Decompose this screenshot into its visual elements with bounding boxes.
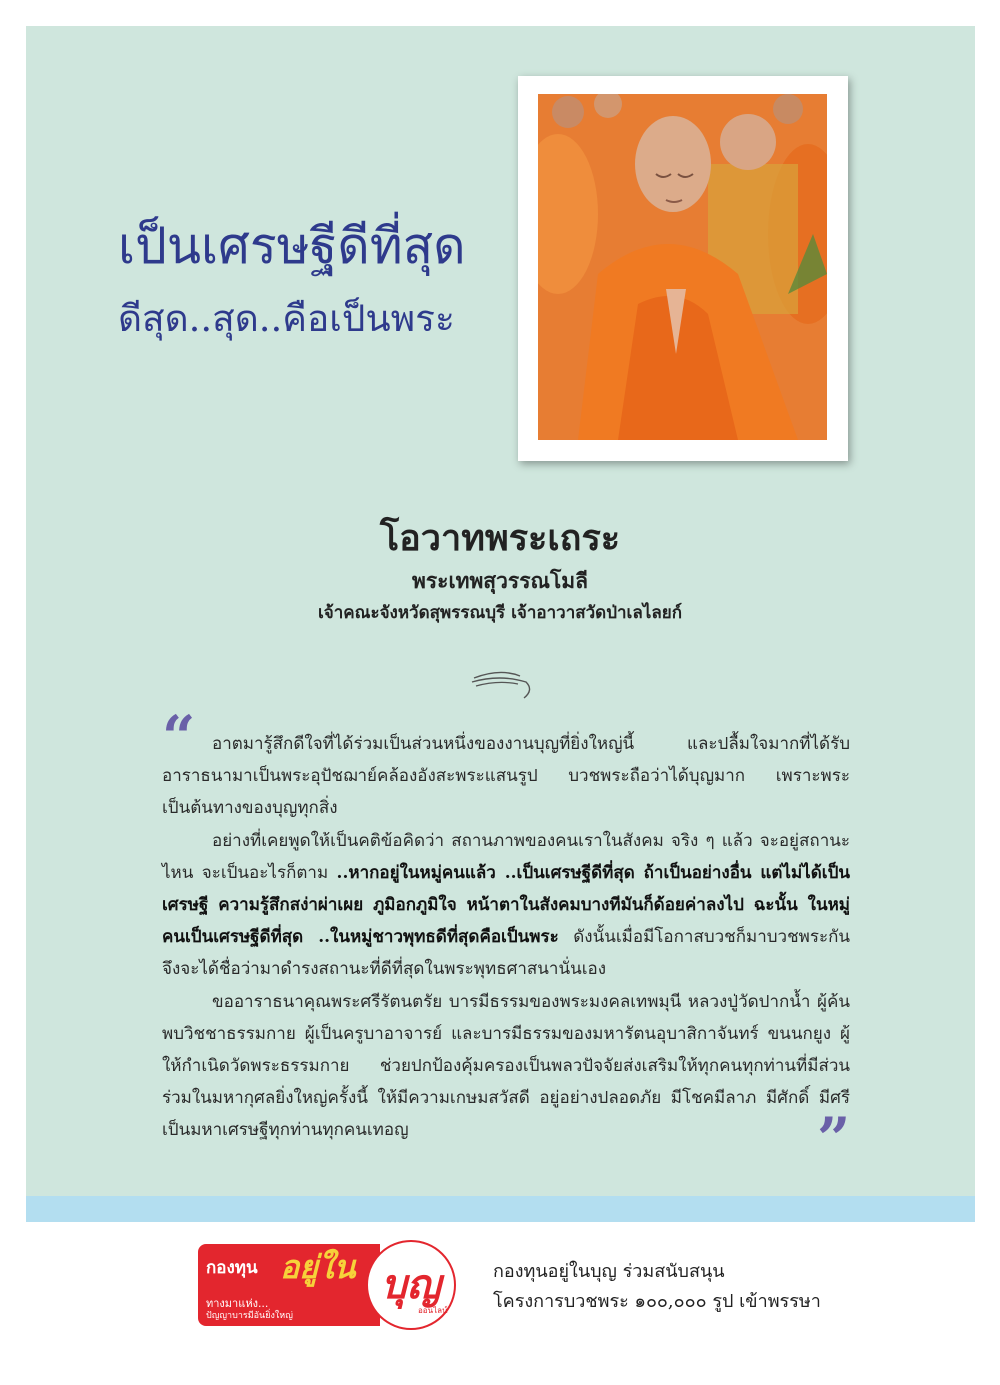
paragraph-2-intro: อย่างที่เคยพูดให้เป็นคติข้อคิดว่า สถานภาพของคนเราในสังคม จริง ๆ แล้ว จะอยู่สถานะไหน จะเป็นอะไรก็ตาม — [162, 830, 850, 883]
logo-fund-text: กองทุน — [206, 1258, 258, 1278]
sermon-heading: โอวาทพระเถระ — [379, 517, 621, 559]
monk-photo — [538, 94, 827, 440]
ornament-divider — [470, 662, 534, 702]
logo-big-text: อยู่ใน — [280, 1248, 356, 1286]
bottom-stripe — [26, 1196, 975, 1222]
logo-tagline-1: ทางมาแห่ง... — [206, 1297, 269, 1310]
sermon-body — [162, 728, 850, 1147]
footer-caption — [493, 1257, 821, 1317]
paragraph-3: ขออาราธนาคุณพระศรีรัตนตรัย บารมีธรรมของพระมงคลเทพมุนี หลวงปู่วัดปากน้ำ ผู้ค้นพบวิชชาธรรมกาย ผู้เป็นครูบาอาจารย์ และบารมีธรรมของมหารัตนอุบาสิกาจันทร์ ขนนกยูง ผู้ให้กำเนิดวัดพระธรรมกาย ช่วยปกป้องคุ้มครองเป็นพลวปัจจัยส่งเสริมให้ทุกคนทุกท่านที่มีส่วนร่วมในมหากุศลยิ่งใหญ่ครั้งนี้ ให้มีความเกษมสวัสดี อยู่อย่างปลอดภัย มีโชคมีลาภ มีศักดิ์ มีศรี เป็นมหาเศรษฐีทุกท่านทุกคนเทอญ — [162, 991, 850, 1141]
paragraph-2 — [162, 825, 850, 986]
speaker-position: เจ้าคณะจังหวัดสุพรรณบุรี เจ้าอาวาสวัดป่าเลไลยก์ — [317, 603, 682, 623]
paragraph-2-emphasis: ..หากอยู่ในหมู่คนแล้ว ..เป็นเศรษฐีดีที่สุด ถ้าเป็นอย่างอื่น แต่ไม่ได้เป็นเศรษฐี ความรู้สึกสง่าผ่าเผย ภูมิอกภูมิใจ หน้าตาในสังคมบางทีมันก็ด้อยค่าลงไป ฉะนั้น ในหมู่คนเป็นเศรษฐีดีที่สุด ..ในหมู่ชาวพุทธดีที่สุดคือเป็นพระ — [162, 862, 850, 948]
footer-line-2: โครงการบวชพระ ๑๐๐,๐๐๐ รูป เข้าพรรษา — [493, 1291, 821, 1312]
monk-illustration — [538, 94, 827, 440]
page-subtitle: ดีสุด..สุด..คือเป็นพระ — [118, 297, 455, 340]
paragraph-1: อาตมารู้สึกดีใจที่ได้ร่วมเป็นส่วนหนึ่งของงานบุญที่ยิ่งใหญ่นี้ และปลื้มใจมากที่ได้รับอาราธนามาเป็นพระอุปัชฌาย์คล้องอังสะพระแสนรูป บวชพระถือว่าได้บุญมาก เพราะพระเป็นต้นทางของบุญทุกสิ่ง — [162, 734, 850, 819]
paragraph-2-end: ดังนั้นเมื่อมีโอกาสบวชก็มาบวชพระกัน จึงจะได้ชื่อว่ามาดำรงสถานะที่ดีที่สุดในพระพุทธศาสนานั่นเอง — [162, 927, 851, 980]
close-quote-mark: ” — [817, 1105, 851, 1173]
logo-circle — [366, 1240, 456, 1330]
footer-line-1: กองทุนอยู่ในบุญ ร่วมสนับสนุน — [493, 1261, 725, 1282]
logo-circle-small-text: ออนไลน์ — [418, 1306, 448, 1315]
monk-photo-frame — [518, 76, 848, 461]
logo-circle-text: บุญ — [381, 1262, 441, 1308]
logo-tagline-2: ปัญญาบารมีอันยิ่งใหญ่ — [206, 1311, 293, 1321]
fund-logo — [198, 1240, 468, 1330]
speaker-name: พระเทพสุวรรณโมลี — [412, 568, 588, 593]
page-title: เป็นเศรษฐีดีที่สุด — [118, 217, 466, 275]
logo-red-block — [198, 1244, 380, 1326]
open-quote-mark: “ — [162, 703, 196, 771]
